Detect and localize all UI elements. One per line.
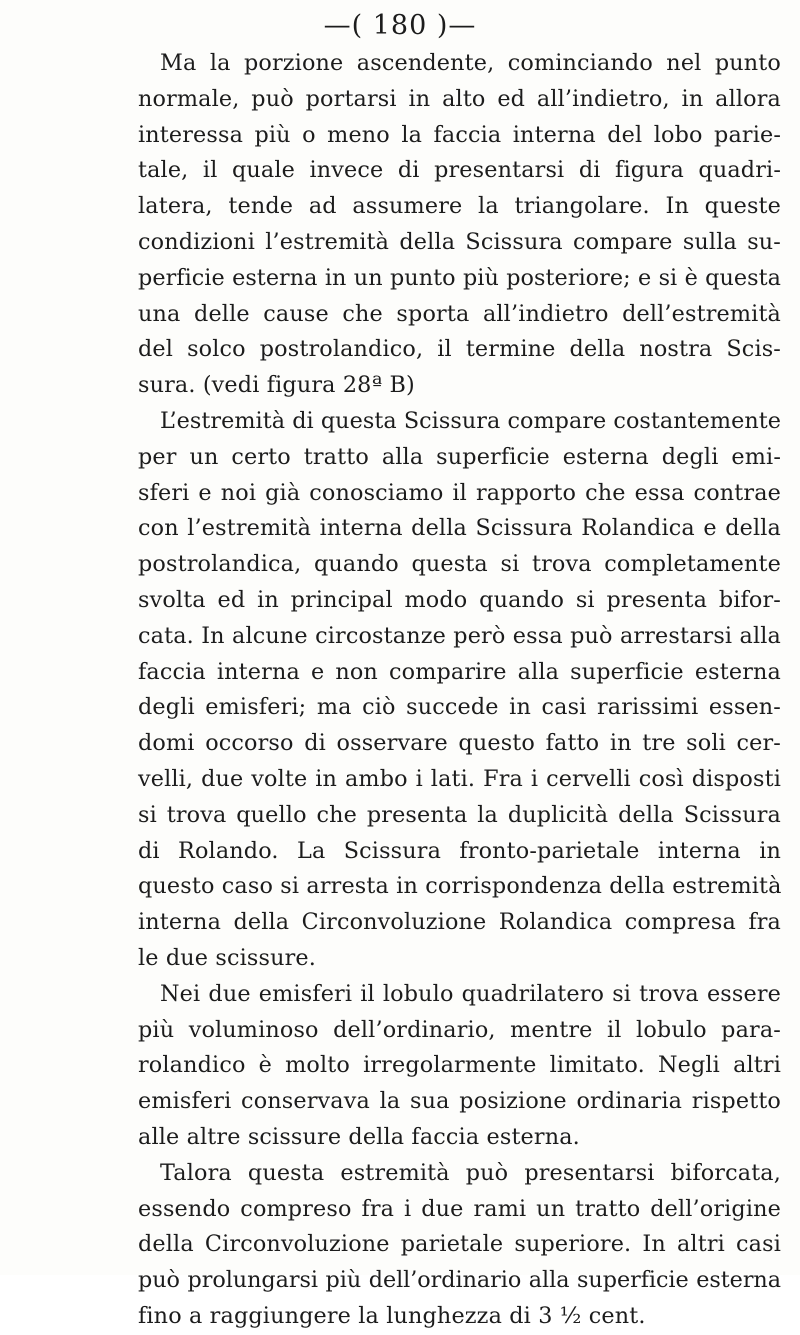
text-line: cata. In alcune circostanze però essa può arrestarsi alla xyxy=(138,622,781,649)
text-line: Talora questa estremità può presentarsi biforcata, xyxy=(160,1159,781,1186)
text-line: faccia interna e non comparire alla superficie esterna xyxy=(138,658,781,685)
paragraph-4 xyxy=(138,1156,781,1335)
paragraph-3 xyxy=(138,977,781,1156)
page-number-header: —( 180 )— xyxy=(323,10,477,41)
text-line: fino a raggiungere la lunghezza di 3 ½ cent. xyxy=(138,1302,646,1329)
text-line: le due scissure. xyxy=(138,944,316,971)
text-line: del solco postrolandico, il termine della nostra Scis- xyxy=(138,336,781,363)
text-line: latera, tende ad assumere la triangolare. In queste xyxy=(138,193,781,220)
paragraph-2 xyxy=(138,404,781,977)
text-line: sura. (vedi figura 28ª B) xyxy=(138,372,415,399)
text-line: essendo compreso fra i due rami un tratto dell’origine xyxy=(138,1195,781,1222)
text-line: di Rolando. La Scissura fronto-parietale interna in xyxy=(138,837,781,864)
body-text xyxy=(138,46,781,1335)
text-line: si trova quello che presenta la duplicità della Scissura xyxy=(138,801,781,828)
text-line: Nei due emisferi il lobulo quadrilatero si trova essere xyxy=(160,980,781,1007)
text-line: postrolandica, quando questa si trova completamente xyxy=(138,551,781,578)
text-line: tale, il quale invece di presentarsi di figura quadri- xyxy=(138,157,781,184)
text-line: sferi e noi già conosciamo il rapporto che essa contrae xyxy=(138,479,781,506)
text-line: svolta ed in principal modo quando si presenta bifor- xyxy=(138,586,781,613)
text-line: una delle cause che sporta all’indietro dell’estremità xyxy=(138,300,781,327)
text-line: degli emisferi; ma ciò succede in casi rarissimi essen- xyxy=(138,694,781,721)
text-line: perficie esterna in un punto più posteriore; e si è questa xyxy=(138,264,781,291)
text-line: per un certo tratto alla superficie esterna degli emi- xyxy=(138,443,781,470)
text-line: Ma la porzione ascendente, cominciando nel punto xyxy=(160,50,781,76)
text-line: L’estremità di questa Scissura compare costantemente xyxy=(160,407,782,434)
text-line: condizioni l’estremità della Scissura compare sulla su- xyxy=(138,228,781,255)
text-line: alle altre scissure della faccia esterna. xyxy=(138,1123,580,1150)
text-line: emisferi conservava la sua posizione ordinaria rispetto xyxy=(138,1088,781,1115)
text-line: velli, due volte in ambo i lati. Fra i cervelli così disposti xyxy=(138,765,781,792)
text-line: rolandico è molto irregolarmente limitato. Negli altri xyxy=(138,1052,781,1079)
paragraph-1 xyxy=(138,46,781,404)
text-line: può prolungarsi più dell’ordinario alla superficie esterna xyxy=(138,1267,781,1294)
text-line: questo caso si arresta in corrispondenza della estremità xyxy=(138,873,782,900)
text-line: interna della Circonvoluzione Rolandica compresa fra xyxy=(138,909,781,936)
text-line: più voluminoso dell’ordinario, mentre il lobulo para- xyxy=(138,1016,781,1043)
text-line: normale, può portarsi in alto ed all’indietro, in allora xyxy=(138,85,781,112)
text-line: della Circonvoluzione parietale superiore. In altri casi xyxy=(138,1231,781,1258)
text-line: domi occorso di osservare questo fatto in tre soli cer- xyxy=(138,730,781,757)
text-line: interessa più o meno la faccia interna del lobo parie- xyxy=(138,121,781,148)
text-line: con l’estremità interna della Scissura Rolandica e della xyxy=(138,515,781,542)
